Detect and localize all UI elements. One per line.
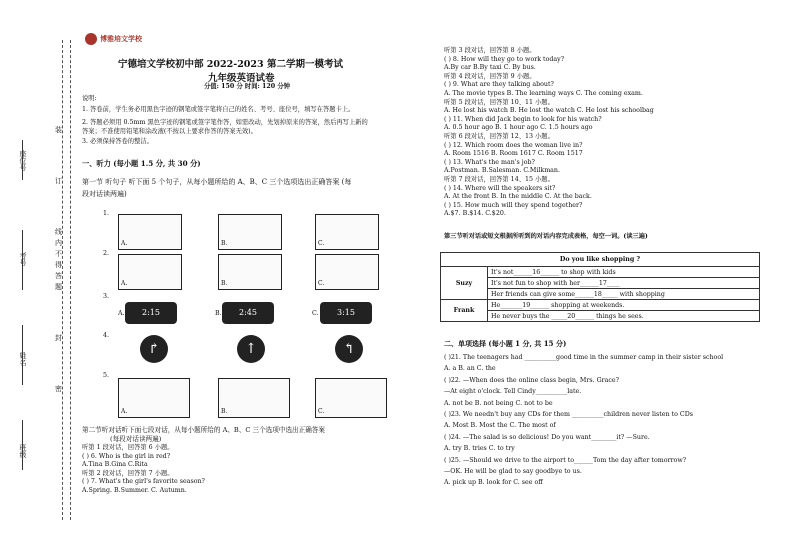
clock-c: 3:15 bbox=[320, 302, 372, 324]
exam-number-label: 考号 bbox=[19, 252, 27, 266]
instruction-line: 1. 答卷前，学生务必用黑色字迹的钢笔或签字笔将自己的姓名、考号、座位号，填写在答题卡上。 bbox=[82, 105, 355, 113]
question-line: A. The movie types B. The learning ways C. The coming exam. bbox=[444, 89, 643, 97]
question-line: 听第 7 段对话，回答第 14、15 小题。 bbox=[444, 175, 554, 183]
question-line: 听第 1 段对话，回答第 6 小题。 bbox=[82, 444, 174, 451]
question-line: ( ) 14. Where will the speakers sit? bbox=[444, 184, 556, 192]
picture-5a: A. bbox=[118, 378, 190, 418]
right-questions bbox=[444, 47, 654, 219]
option-c-label: C. bbox=[312, 310, 319, 317]
seal-char: 答 bbox=[55, 272, 62, 280]
question-line: ( )24. —The salad is so delicious! Do you want________it? —Sure. bbox=[444, 433, 650, 441]
question-line: ( ) 15. How much will they spend together? bbox=[444, 201, 583, 209]
clock-a: 2:15 bbox=[125, 302, 177, 324]
seat-number-label: 座位号 bbox=[19, 150, 27, 171]
question-line: —OK. He will be glad to say goodbye to us. bbox=[444, 468, 582, 476]
question-line: 听第 4 段对话，回答第 9 小题。 bbox=[444, 72, 536, 80]
seal-char: 订 bbox=[55, 177, 62, 185]
part1-instructions bbox=[82, 178, 351, 198]
picture-1a: A. bbox=[118, 214, 182, 250]
question-line: A. He lost his watch B. He lost the watch C. He lost his schoolbag bbox=[444, 107, 654, 115]
question-line: A.By car B.By taxi C. By bus. bbox=[444, 64, 536, 72]
question-line: A. At the front B. In the middle C. At the back. bbox=[444, 193, 592, 201]
picture-2b: B. bbox=[218, 254, 282, 290]
question-line: ( ) 6. Who is the girl in red? bbox=[82, 452, 171, 460]
part3-instructions: 第三节听对话或短文根据所听到的对话内容完成表格，每空一词。(读三遍) bbox=[444, 233, 648, 240]
turn-sign-b-icon: ↑ bbox=[237, 335, 265, 363]
field-line-3 bbox=[22, 325, 23, 385]
single-choice-questions bbox=[444, 352, 723, 489]
frank-cell: Frank bbox=[441, 300, 488, 322]
page-title: 宁德培文学校初中部 2022-2023 第二学期一模考试 bbox=[118, 59, 343, 70]
question-line: A. Most B. Most the C. The most of bbox=[444, 422, 556, 430]
table-row: He never buys the _____20______ things he sees. bbox=[488, 311, 760, 322]
score-time: 分值: 150 分 时间: 120 分钟 bbox=[204, 83, 290, 90]
question-line: A.$7. B.$14. C.$20. bbox=[444, 210, 506, 218]
picture-1c: C. bbox=[315, 214, 379, 250]
question-line: ( ) 13. What's the man's job? bbox=[444, 158, 535, 166]
question-line: ( )25. —Should we drive to the airport to______Tom the day after tomorrow? bbox=[444, 456, 687, 464]
clock-b: 2:45 bbox=[222, 302, 274, 324]
picture-5c: C. bbox=[315, 378, 387, 418]
question-line: 听第 6 段对话，回答第 12、13 小题。 bbox=[444, 132, 554, 140]
picture-2a: A. bbox=[118, 254, 182, 290]
picture-2c: C. bbox=[315, 254, 379, 290]
question-line: A. Room 1516 B. Room 1617 C. Room 1517 bbox=[444, 150, 583, 158]
seal-char: 内 bbox=[55, 239, 62, 247]
seal-char: 得 bbox=[55, 261, 62, 269]
seal-char: 题 bbox=[55, 283, 62, 291]
question-line: ( ) 8. How will they go to work today? bbox=[444, 55, 565, 63]
question-line: A.Spring. B.Summer. C. Autumn. bbox=[82, 486, 187, 494]
turn-sign-c-icon: ↰ bbox=[335, 335, 363, 363]
part2-line: (每段对话读两遍) bbox=[110, 434, 162, 443]
instruction-line: 3. 必须保持答卷的整洁。 bbox=[82, 138, 153, 146]
page-subtitle: 九年级英语试卷 bbox=[208, 73, 275, 84]
field-line-1 bbox=[22, 140, 23, 180]
seal-char: 装 bbox=[55, 126, 62, 134]
question-line: ( )21. The teenagers had __________good time in the summer camp in their sister school bbox=[444, 354, 724, 361]
field-line-4 bbox=[22, 420, 23, 470]
shopping-table bbox=[440, 252, 760, 322]
class-label: 班级 bbox=[19, 444, 27, 458]
table-row: Her friends can give some______18_____ with shopping bbox=[488, 289, 760, 300]
question-line: A. pick up B. look for C. see off bbox=[444, 479, 543, 487]
option-b-label: B. bbox=[215, 310, 222, 317]
listening-heading: 一、听力 (每小题 1.5 分, 共 30 分) bbox=[82, 159, 201, 168]
binding-line-2 bbox=[70, 40, 71, 520]
question-line: A. a B. an C. the bbox=[444, 365, 496, 373]
question-line: A. not be B. not being C. not to be bbox=[444, 399, 553, 407]
table-row: It's not fun to shop with her______17____ bbox=[488, 278, 760, 289]
question-line: A. try B. tries C. to try bbox=[444, 445, 515, 453]
question-line: 听第 5 段对话，回答第 10、11 小题。 bbox=[444, 98, 554, 106]
question-line: 听第 2 段对话，回答第 7 小题。 bbox=[82, 469, 174, 477]
logo-text: 博雅培文学校 bbox=[100, 34, 142, 43]
picture-5b: B. bbox=[218, 378, 290, 418]
part1-line: 段对话读两遍) bbox=[82, 189, 127, 198]
seal-char: 封 bbox=[55, 334, 62, 342]
question-line: ( ) 12. Which room does the woman live in? bbox=[444, 141, 583, 149]
question-number: 4. bbox=[103, 332, 110, 339]
left-questions bbox=[82, 444, 205, 496]
question-number: 5. bbox=[103, 372, 110, 379]
seal-char: 线 bbox=[55, 228, 62, 236]
instructions bbox=[82, 95, 368, 147]
question-line: A.Tina B.Gina C.Rita bbox=[82, 461, 148, 469]
question-number: 1. bbox=[103, 210, 110, 217]
question-line: A.Postman. B.Salesman. C.Milkman. bbox=[444, 167, 560, 175]
turn-sign-a-icon: ↱ bbox=[140, 335, 168, 363]
seal-char: 不 bbox=[55, 250, 62, 258]
instruction-line: 说明: bbox=[82, 95, 97, 102]
question-line: ( ) 9. What are they talking about? bbox=[444, 81, 554, 89]
question-number: 3. bbox=[103, 293, 110, 300]
question-line: 听第 3 段对话，回答第 8 小题。 bbox=[444, 47, 536, 54]
question-number: 2. bbox=[103, 250, 110, 257]
picture-1b: B. bbox=[218, 214, 282, 250]
seal-char: 密 bbox=[55, 385, 62, 393]
question-line: ( )23. We needn't buy any CDs for them __________children never listen to CDs bbox=[444, 411, 693, 419]
name-label: 姓名 bbox=[19, 352, 27, 366]
question-line: ( )22. —When does the online class begin, Mrs. Grace? bbox=[444, 376, 620, 384]
school-logo-icon bbox=[85, 33, 97, 45]
table-title: Do you like shopping ? bbox=[441, 253, 760, 267]
instruction-line: 2. 答题必须用 0.5mm 黑色字迹的钢笔或签字笔作答，如需改动，先划掉原来的答案，然后再写上新的 bbox=[82, 119, 368, 127]
question-line: ( ) 7. What's the girl's favorite season? bbox=[82, 478, 205, 486]
part2-line: 第二节听对话听下面七段对话，从每小题所给的 A、B、C 三个选项中选出正确答案 bbox=[82, 426, 326, 434]
instruction-line: 答案；不准使用铅笔和涂改液(不按以上要求作答的答案无效)。 bbox=[82, 127, 257, 135]
part2-instructions bbox=[82, 426, 325, 443]
question-line: —At eight o'clock. Tell Cindy__________late. bbox=[444, 388, 582, 396]
table-row: It's not______16______ to shop with kids bbox=[488, 267, 760, 278]
question-line: A. 0.5 hour ago B. 1 hour ago C. 1.5 hours ago bbox=[444, 124, 593, 132]
question-line: ( ) 11. When did Jack begin to look for his watch? bbox=[444, 115, 602, 123]
part1-line: 第一节 听句子 听下面 5 个句子，从每小题所给的 A、B、C 三个选项选出正确答案 (每 bbox=[82, 178, 352, 186]
field-line-2 bbox=[22, 230, 23, 290]
suzy-cell: Suzy bbox=[441, 267, 488, 300]
option-a-label: A. bbox=[118, 310, 125, 317]
single-choice-heading: 二、单项选择 (每小题 1 分, 共 15 分) bbox=[444, 339, 567, 348]
table-row: He_______19______ shopping at weekends. bbox=[488, 300, 760, 311]
seal-text bbox=[55, 125, 64, 395]
